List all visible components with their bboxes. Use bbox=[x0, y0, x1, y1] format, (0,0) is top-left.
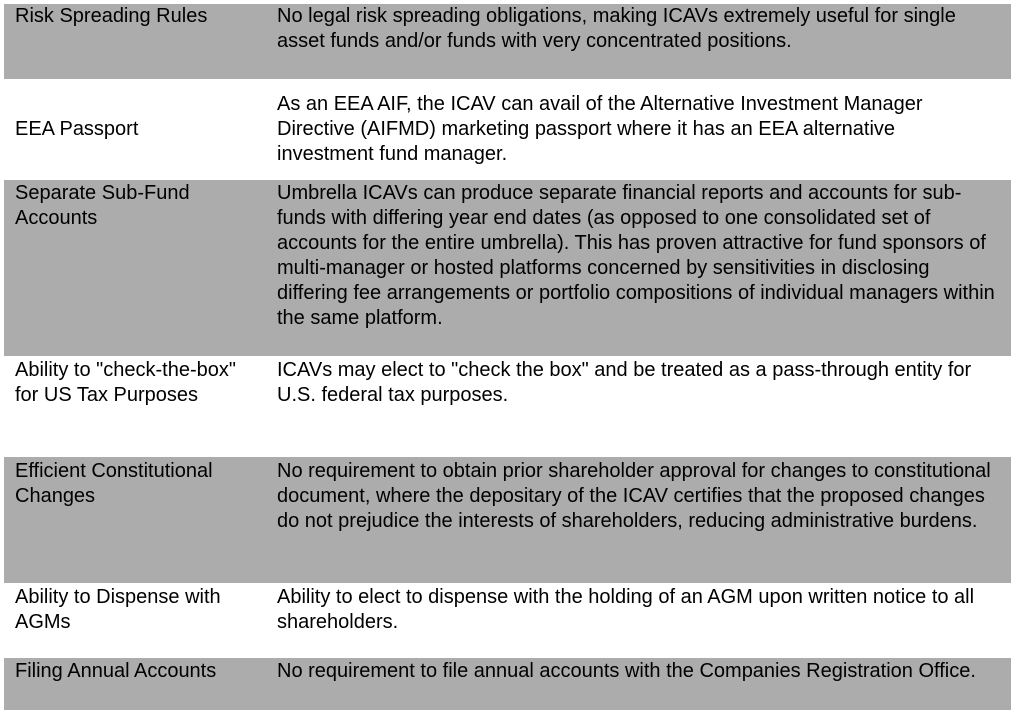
table-row bbox=[4, 4, 1011, 79]
table-row bbox=[4, 658, 1011, 710]
row-label: Ability to "check-the-box" for US Tax Purposes bbox=[15, 359, 236, 406]
table-row bbox=[4, 79, 1011, 180]
table-row bbox=[4, 356, 1011, 457]
table-row bbox=[4, 457, 1011, 583]
row-label: EEA Passport bbox=[15, 118, 139, 140]
row-description: No legal risk spreading obligations, making ICAVs extremely useful for single asset funds and/or funds with very concentrated positions. bbox=[277, 5, 956, 52]
row-label: Separate Sub-Fund Accounts bbox=[15, 182, 190, 229]
table-row bbox=[4, 583, 1011, 658]
row-description: Umbrella ICAVs can produce separate financial reports and accounts for sub-funds with differing year end dates (as opposed to one consolidated set of accounts for the entire umbrella). This has proven attractive for fund sponsors of multi-manager or hosted platforms concerned by sensitivities in disclosing differing fee arrangements or portfolio compositions of individual managers within the same platform. bbox=[277, 182, 995, 329]
row-description: No requirement to obtain prior shareholder approval for changes to constitutional document, where the depositary of the ICAV certifies that the proposed changes do not prejudice the interests of shareholders, reducing administrative burdens. bbox=[277, 460, 991, 532]
row-description: ICAVs may elect to "check the box" and be treated as a pass-through entity for U.S. federal tax purposes. bbox=[277, 359, 972, 406]
icav-features-table bbox=[4, 4, 1011, 710]
row-label: Risk Spreading Rules bbox=[15, 5, 208, 27]
row-label: Filing Annual Accounts bbox=[15, 660, 217, 682]
row-description: Ability to elect to dispense with the holding of an AGM upon written notice to all shareholders. bbox=[277, 586, 975, 633]
table-row bbox=[4, 180, 1011, 356]
row-label: Ability to Dispense with AGMs bbox=[15, 586, 221, 633]
row-description: No requirement to file annual accounts with the Companies Registration Office. bbox=[277, 660, 976, 682]
row-label: Efficient Constitutional Changes bbox=[15, 460, 213, 507]
row-description: As an EEA AIF, the ICAV can avail of the Alternative Investment Manager Directive (AIFMD) marketing passport where it has an EEA alternative investment fund manager. bbox=[277, 93, 923, 165]
